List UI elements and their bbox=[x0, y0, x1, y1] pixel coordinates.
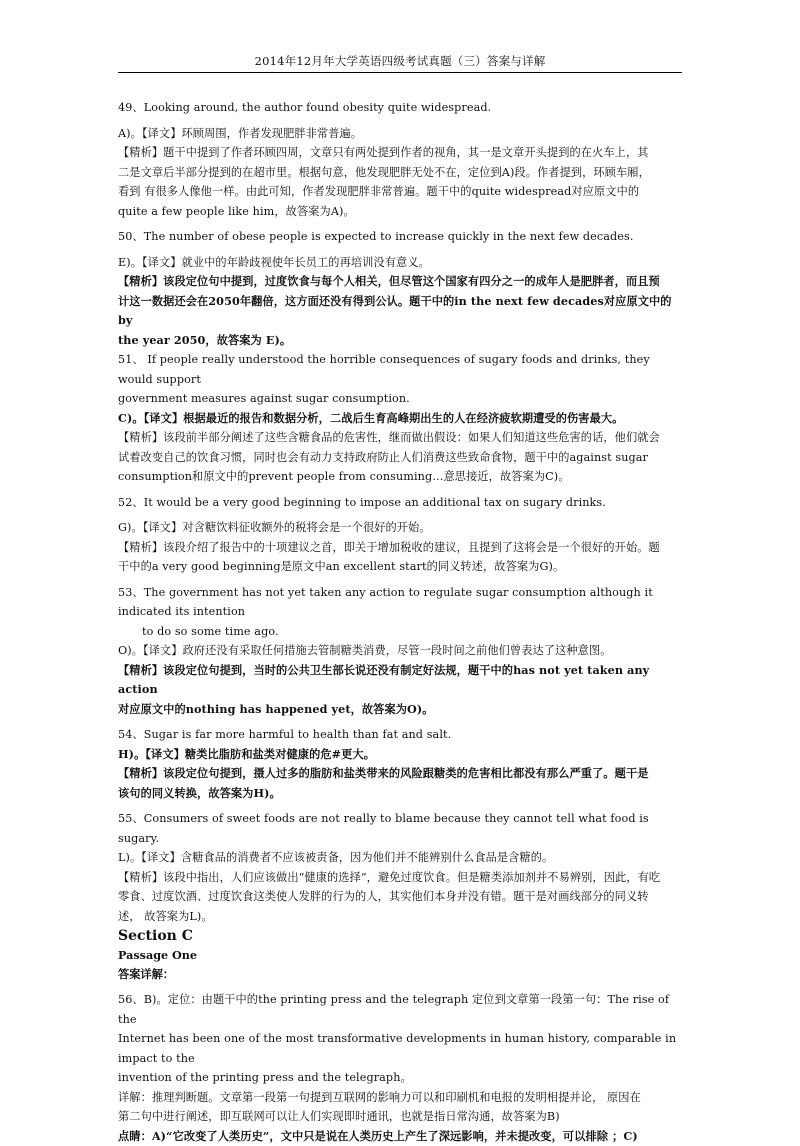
answer-explanation-heading: 答案详解： bbox=[118, 965, 684, 984]
answer-53: O)。【译文】政府还没有采取任何措施去管制糖类消费，尽管一段时间之前他们曾表达了这种意图。 bbox=[118, 641, 684, 661]
detail-56-line-2: 第二句中进行阐述，即互联网可以让人们实现即时通讯，也就是指日常沟通，故答案为B) bbox=[118, 1107, 684, 1127]
analysis-51-line-2: 试着改变自己的饮食习惯，同时也会有动力支持政府防止人们消费这些致命食物，题干中的against sugar bbox=[118, 448, 684, 468]
analysis-50-line-3: the year 2050，故答案为 E)。 bbox=[118, 331, 684, 351]
passage-heading: Passage One bbox=[118, 946, 684, 965]
question-52: 52、It would be a very good beginning to impose an additional tax on sugary drinks. bbox=[118, 493, 684, 513]
header-rule bbox=[118, 72, 682, 73]
tip-56-line-1: 点睛：A)“它改变了人类历史”，文中只是说在人类历史上产生了深远影响，并未提改变，可以排除 ；C) bbox=[118, 1127, 684, 1146]
analysis-51-line-3: consumption和原文中的prevent people from consuming…意思接近，故答案为C)。 bbox=[118, 467, 684, 487]
question-53-line-1: 53、The government has not yet taken any action to regulate sugar consumption although it indicated its intention bbox=[118, 583, 684, 622]
document-body bbox=[118, 98, 684, 1146]
analysis-55-line-2: 零食、过度饮酒、过度饮食这类使人发胖的行为的人，其实他们本身并没有错。题干是对画线部分的同义转 bbox=[118, 887, 684, 907]
answer-54: H)。【译文】糖类比脂肪和盐类对健康的危#更大。 bbox=[118, 745, 684, 765]
page-header: 2014年12月年大学英语四级考试真题（三）答案与详解 bbox=[118, 53, 682, 69]
analysis-52-line-2: 干中的a very good beginning是原文中an excellent start的同义转述，故答案为G)。 bbox=[118, 557, 684, 577]
analysis-51-line-1: 【精析】该段前半部分阐述了这些含糖食品的危害性，继而做出假设：如果人们知道这些危害的话，他们就会 bbox=[118, 428, 684, 448]
analysis-54-line-1: 【精析】该段定位句提到，摄人过多的脂肪和盐类带来的风险跟糖类的危害相比都没有那么严重了。题干是 bbox=[118, 764, 684, 784]
question-50: 50、The number of obese people is expected to increase quickly in the next few decades. bbox=[118, 227, 684, 247]
answer-55: L)。【译文】含糖食品的消费者不应该被责备，因为他们并不能辨别什么食品是含糖的。 bbox=[118, 848, 684, 868]
analysis-53-line-1: 【精析】该段定位句提到，当时的公共卫生部长说还没有制定好法规，题干中的has not yet taken any action bbox=[118, 661, 684, 700]
analysis-50-line-1: 【精析】该段定位句中提到，过度饮食与每个人相关，但尽管这个国家有四分之一的成年人是肥胖者，而且预 bbox=[118, 272, 684, 292]
analysis-49-line-3: 看到 有很多人像他一样。由此可知，作者发现肥胖非常普遍。题干中的quite widespread对应原文中的 bbox=[118, 182, 684, 202]
question-51-line-1: 51、 If people really understood the horrible consequences of sugary foods and drinks, they would support bbox=[118, 350, 684, 389]
analysis-54-line-2: 该句的同义转换，故答案为H)。 bbox=[118, 784, 684, 804]
question-51-line-2: government measures against sugar consumption. bbox=[118, 389, 684, 409]
question-55: 55、Consumers of sweet foods are not really to blame because they cannot tell what food is sugary. bbox=[118, 809, 684, 848]
question-54: 54、Sugar is far more harmful to health than fat and salt. bbox=[118, 725, 684, 745]
analysis-53-line-2: 对应原文中的nothing has happened yet，故答案为O)。 bbox=[118, 700, 684, 720]
analysis-55-line-1: 【精析】该段中指出，人们应该做出“健康的选择”，避免过度饮食。但是糖类添加剂并不易辨别，因此，有吃 bbox=[118, 868, 684, 888]
answer-49: A)。【译文】环顾周围，作者发现肥胖非常普遍。 bbox=[118, 124, 684, 144]
question-49: 49、Looking around, the author found obesity quite widespread. bbox=[118, 98, 684, 118]
question-56-line-2: Internet has been one of the most transformative developments in human history, comparable in impact to the bbox=[118, 1029, 684, 1068]
analysis-49-line-1: 【精析】题干中提到了作者环顾四周，文章只有两处提到作者的视角，其一是文章开头提到的在火车上，其 bbox=[118, 143, 684, 163]
question-53-line-2: to do so some time ago. bbox=[118, 622, 684, 642]
section-heading: Section C bbox=[118, 926, 684, 946]
analysis-49-line-4: quite a few people like him，故答案为A)。 bbox=[118, 202, 684, 222]
answer-52: G)。【译文】对含糖饮料征收额外的税将会是一个很好的开始。 bbox=[118, 518, 684, 538]
detail-56-line-1: 详解：推理判断题。文章第一段第一句提到互联网的影响力可以和印刷机和电报的发明相提并论， 原因在 bbox=[118, 1088, 684, 1108]
answer-51: C)。【译文】根据最近的报告和数据分析，二战后生育高峰期出生的人在经济疲软期遭受的伤害最大。 bbox=[118, 409, 684, 429]
analysis-52-line-1: 【精析】该段介绍了报告中的十项建议之首，即关于增加税收的建议，且提到了这将会是一个很好的开始。题 bbox=[118, 538, 684, 558]
analysis-55-line-3: 述， 故答案为L)。 bbox=[118, 907, 684, 927]
question-56-line-3: invention of the printing press and the telegraph。 bbox=[118, 1068, 684, 1088]
answer-50: E)。【译文】就业中的年龄歧视使年长员工的再培训没有意义。 bbox=[118, 253, 684, 273]
analysis-49-line-2: 二是文章后半部分提到的在超市里。根据句意，他发现肥胖无处不在，定位到A)段。作者提到，环顾车厢， bbox=[118, 163, 684, 183]
question-56-line-1: 56、B)。定位：由题干中的the printing press and the telegraph 定位到文章第一段第一句：The rise of the bbox=[118, 990, 684, 1029]
analysis-50-line-2: 计这一数据还会在2050年翻倍，这方面还没有得到公认。题干中的in the next few decades对应原文中的by bbox=[118, 292, 684, 331]
